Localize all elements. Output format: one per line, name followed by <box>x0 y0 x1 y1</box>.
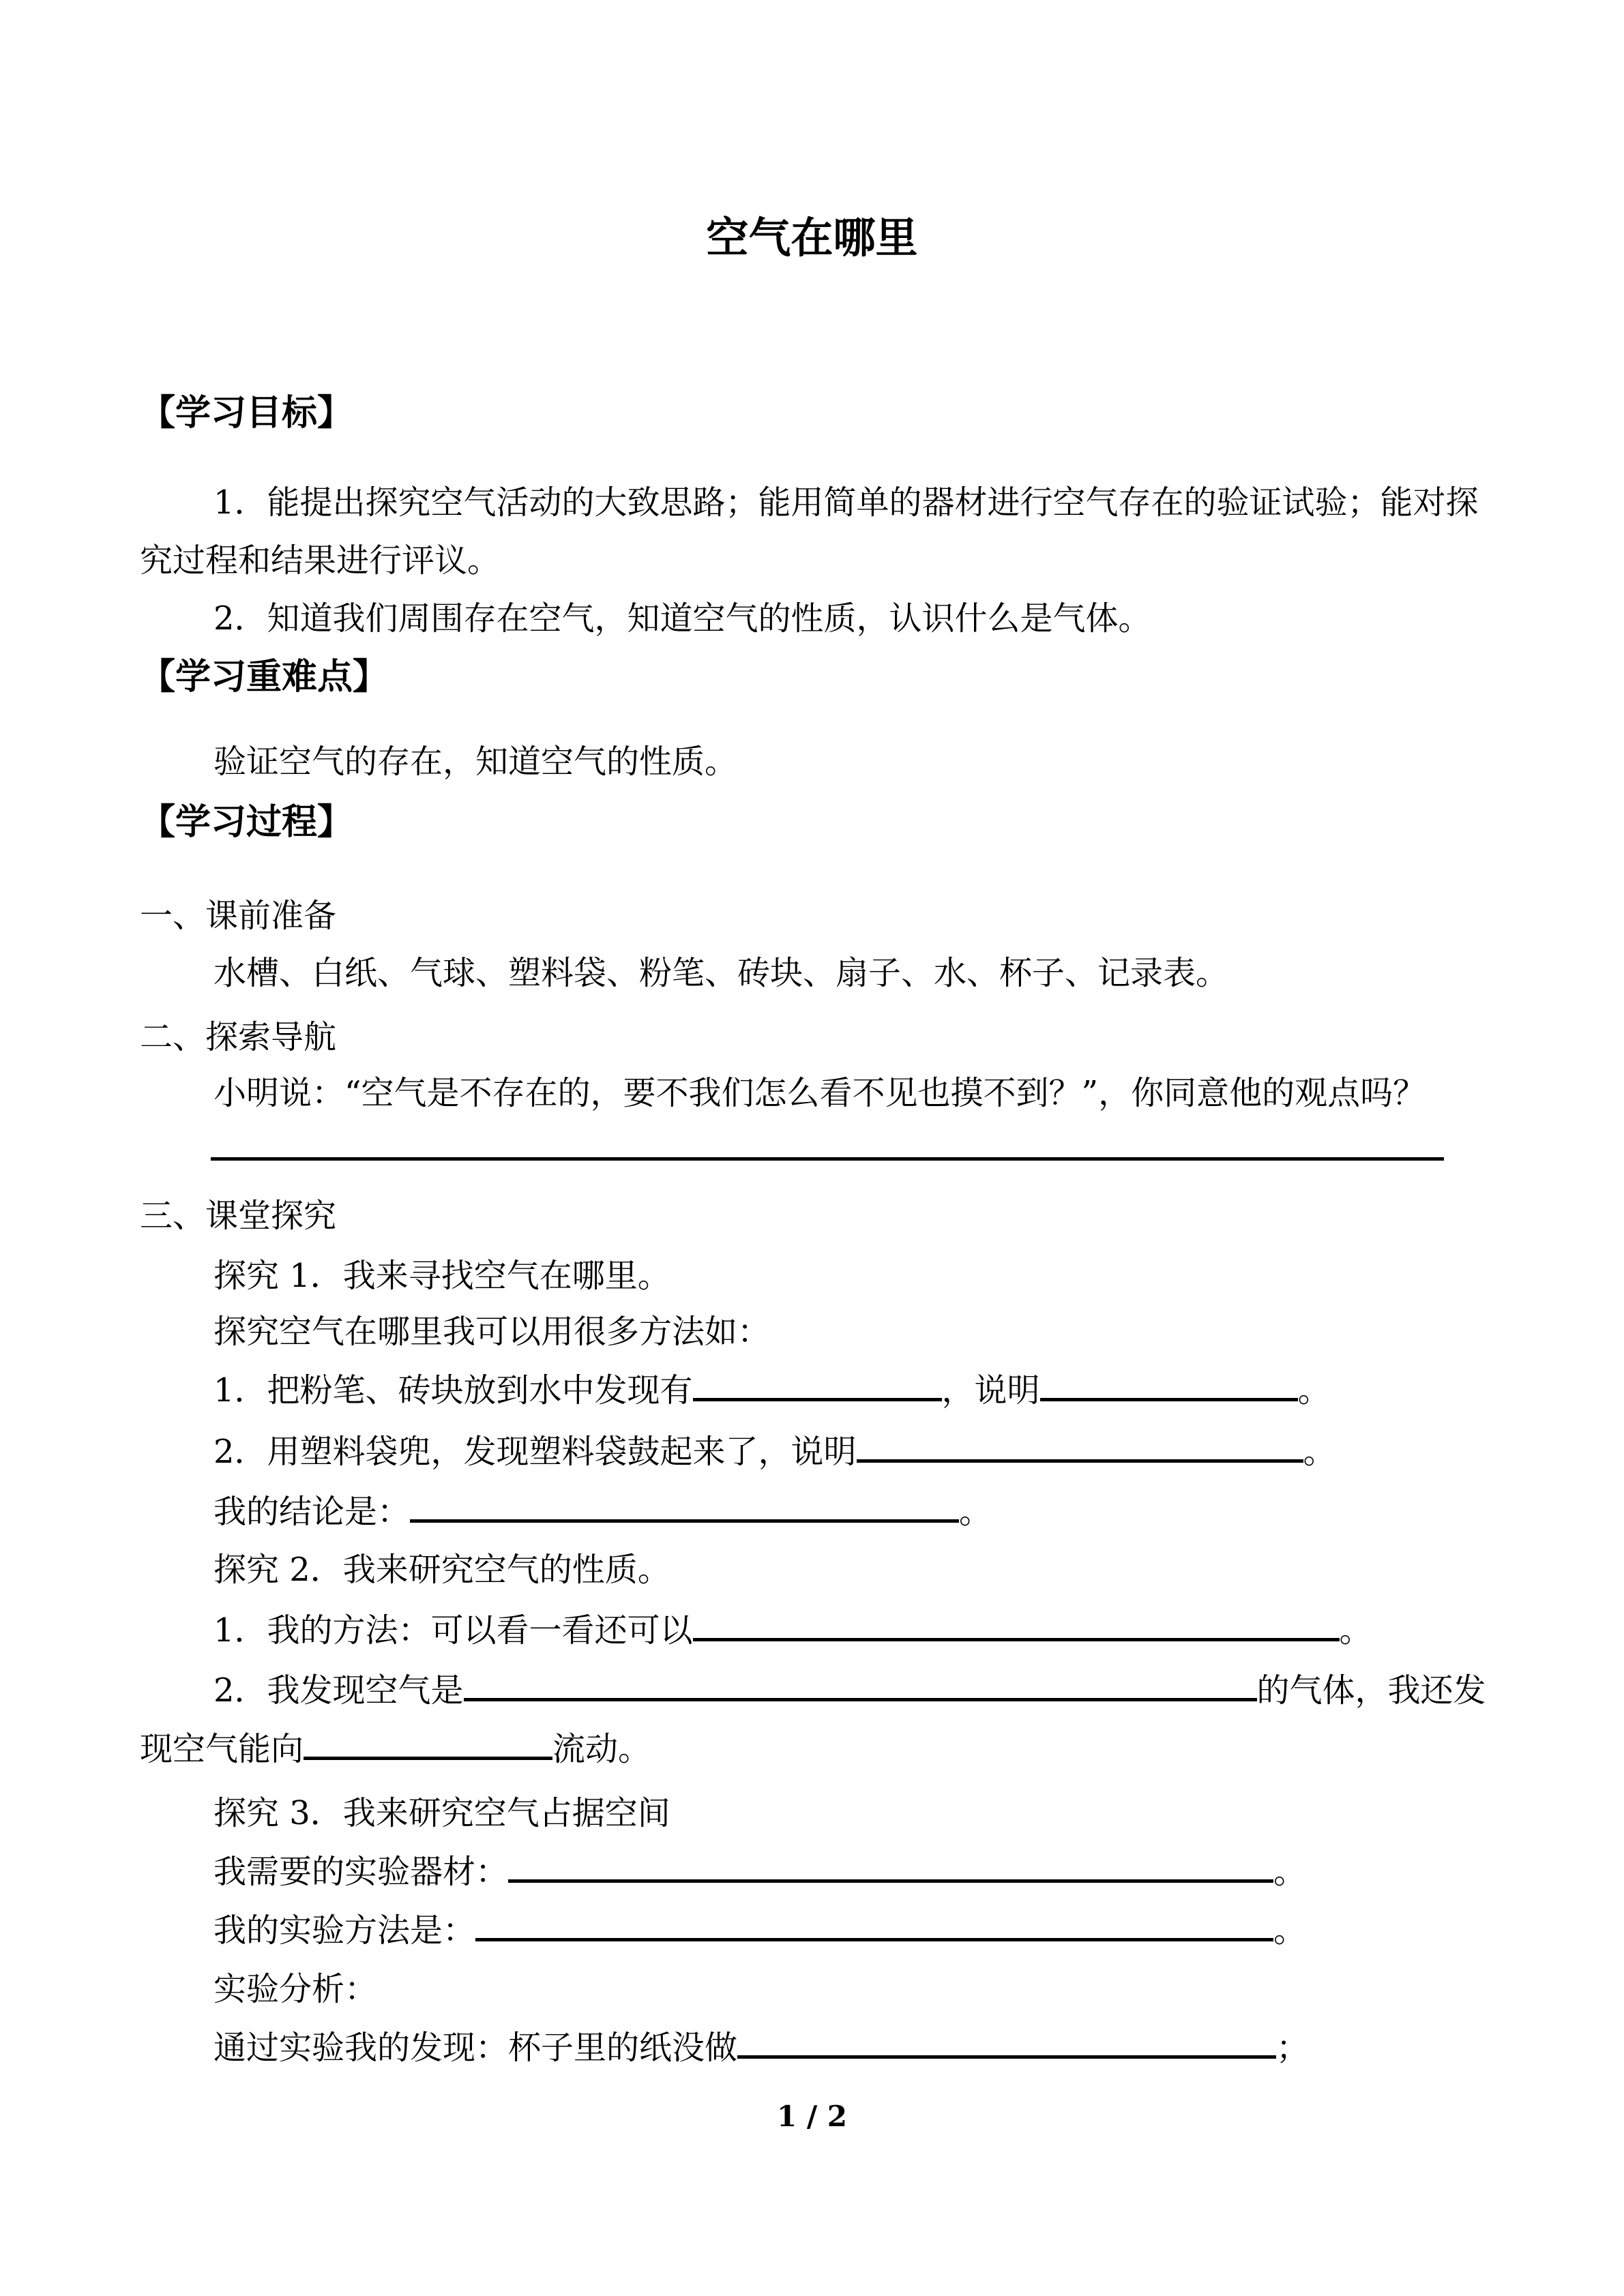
part1-heading: 一、课前准备 <box>140 897 337 935</box>
explore1-item2-row <box>213 1431 1336 1473</box>
fill-in-blank-explanation[interactable] <box>1040 1390 1298 1401</box>
explore2-item1-end: 。 <box>1339 1611 1372 1650</box>
explore3-materials-end: 。 <box>1273 1853 1307 1891</box>
explore3-finding-pre: 通过实验我的发现：杯子里的纸没做 <box>213 2029 738 2067</box>
explore2-item2-mid: 的气体，我还发 <box>1256 1671 1486 1710</box>
explore2-item1-pre: 1．我的方法：可以看一看还可以 <box>213 1611 693 1650</box>
explore1-title: 探究 1．我来寻找空气在哪里。 <box>213 1257 670 1295</box>
section-heading-process: 【学习过程】 <box>140 801 353 843</box>
part1-materials-list: 水槽、白纸、气球、塑料袋、粉笔、砖块、扇子、水、杯子、记录表。 <box>213 954 1229 992</box>
explore1-conclusion-end: 。 <box>959 1493 992 1531</box>
part2-question: 小明说：“空气是不存在的，要不我们怎么看不见也摸不到？”，你同意他的观点吗？ <box>213 1074 1426 1112</box>
fill-in-blank-conclusion[interactable] <box>410 1511 959 1523</box>
explore3-finding-end: ； <box>1276 2029 1310 2067</box>
goal-item-1-line-2: 究过程和结果进行评议。 <box>140 541 501 580</box>
explore3-analysis-label: 实验分析： <box>213 1970 378 2008</box>
explore3-method-row <box>213 1909 1306 1952</box>
goal-item-1-line-1: 1．能提出探究空气活动的大致思路；能用简单的器材进行空气存在的验证试验；能对探 <box>213 483 1479 522</box>
page-number: 1 / 2 <box>776 2100 848 2133</box>
explore3-method-pre: 我的实验方法是： <box>213 1911 476 1950</box>
explore2-item2-cont-end: 流动。 <box>552 1730 651 1768</box>
part3-heading: 三、课堂探究 <box>140 1197 337 1235</box>
page-title: 空气在哪里 <box>706 213 918 263</box>
part2-heading: 二、探索导航 <box>140 1018 337 1056</box>
explore1-item1-pre: 1．把粉笔、砖块放到水中发现有 <box>213 1371 693 1410</box>
fill-in-blank-bag-explanation[interactable] <box>857 1451 1303 1463</box>
fill-in-blank-air-property[interactable] <box>464 1690 1257 1701</box>
explore3-method-end: 。 <box>1273 1911 1307 1950</box>
fill-in-blank-flow-direction[interactable] <box>304 1748 552 1760</box>
explore2-title: 探究 2．我来研究空气的性质。 <box>213 1551 670 1589</box>
explore3-title: 探究 3．我来研究空气占据空间 <box>213 1794 670 1832</box>
explore1-item1-mid: ，说明 <box>941 1371 1040 1410</box>
section-heading-key-points: 【学习重难点】 <box>140 656 389 698</box>
goal-item-2: 2．知道我们周围存在空气，知道空气的性质，认识什么是气体。 <box>213 599 1151 638</box>
fill-in-blank-experiment-method[interactable] <box>475 1930 1273 1941</box>
explore1-item1-end: 。 <box>1297 1371 1331 1410</box>
explore3-materials-row <box>213 1851 1306 1893</box>
key-points-content: 验证空气的存在，知道空气的性质。 <box>213 743 738 781</box>
section-heading-goals: 【学习目标】 <box>140 392 353 434</box>
explore1-item2-end: 。 <box>1303 1433 1336 1471</box>
fill-in-blank-opinion-answer[interactable] <box>211 1149 1444 1161</box>
explore2-item2-pre: 2．我发现空气是 <box>213 1671 464 1710</box>
explore2-item2-cont-pre: 现空气能向 <box>140 1730 304 1768</box>
answer-line-row <box>211 1129 1444 1171</box>
explore3-materials-pre: 我需要的实验器材： <box>213 1853 509 1891</box>
explore1-intro: 探究空气在哪里我可以用很多方法如： <box>213 1313 771 1351</box>
fill-in-blank-method[interactable] <box>693 1630 1340 1641</box>
fill-in-blank-equipment[interactable] <box>508 1871 1273 1883</box>
explore1-conclusion-row <box>213 1491 992 1533</box>
explore2-item2-row <box>213 1669 1486 1712</box>
explore1-item1-row <box>213 1369 1331 1412</box>
fill-in-blank-finding[interactable] <box>737 2047 1276 2059</box>
explore1-item2-pre: 2．用塑料袋兜，发现塑料袋鼓起来了，说明 <box>213 1433 857 1471</box>
explore2-item2-cont-row <box>140 1728 651 1770</box>
fill-in-blank-observation[interactable] <box>693 1390 942 1401</box>
explore2-item1-row <box>213 1609 1372 1652</box>
explore3-finding-row <box>213 2027 1309 2069</box>
explore1-conclusion-pre: 我的结论是： <box>213 1493 411 1531</box>
